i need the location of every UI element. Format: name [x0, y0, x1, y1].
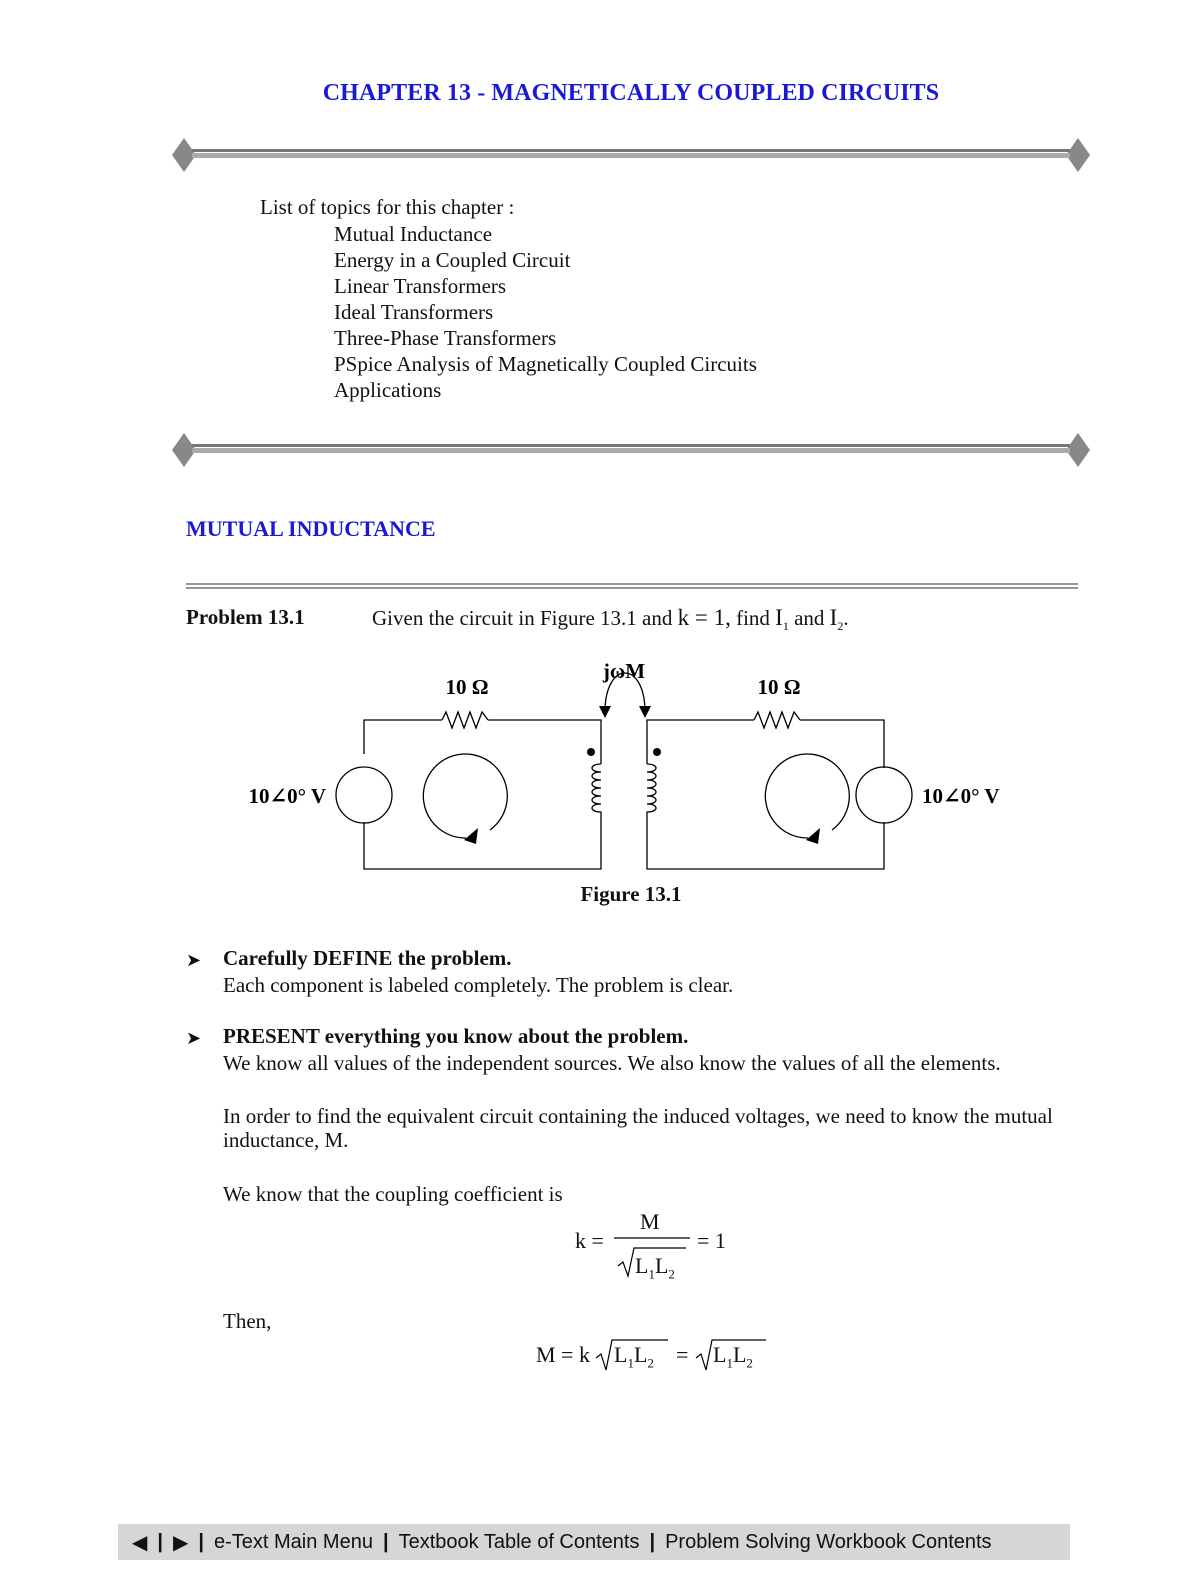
- nav-separator: |: [198, 1530, 204, 1553]
- bottom-divider: [172, 430, 1090, 470]
- circuit-diagram: [220, 650, 1040, 880]
- left-mesh-current: [423, 754, 507, 838]
- topic-item: PSpice Analysis of Magnetically Coupled Circuits: [334, 352, 757, 376]
- bullet-arrow-icon: ➤: [186, 950, 202, 970]
- eq2-equals: =: [676, 1342, 689, 1367]
- eq2-sqrt2: [713, 1342, 753, 1371]
- right-voltage-source: [856, 767, 912, 823]
- nav-separator: |: [157, 1530, 163, 1553]
- nav-separator: |: [382, 1530, 389, 1553]
- eq2-sub3: 1: [726, 1355, 733, 1371]
- eq2-l3: L: [713, 1342, 727, 1367]
- eq1-lhs: k =: [575, 1228, 604, 1253]
- problem-i1-sub: 1: [782, 619, 789, 634]
- left-resistor-label: 10 Ω: [445, 675, 489, 699]
- main-menu-link[interactable]: e-Text Main Menu: [214, 1530, 373, 1553]
- eq1-numerator: M: [640, 1209, 660, 1234]
- eq2-l1: L: [614, 1342, 628, 1367]
- right-source-label: 10∠0° V: [922, 784, 1000, 808]
- step-paragraph: Each component is labeled completely. The problem is clear.: [223, 973, 734, 997]
- eq1-den-sub1: 1: [648, 1266, 655, 1282]
- eq2-l2: L: [633, 1342, 648, 1367]
- topic-item: Energy in a Coupled Circuit: [334, 248, 571, 272]
- next-page-icon[interactable]: ▶: [173, 1531, 189, 1554]
- section-rule: [186, 583, 1078, 589]
- step-heading: PRESENT everything you know about the problem.: [223, 1024, 689, 1048]
- eq1-den-l2: L: [654, 1253, 669, 1278]
- eq2-sub2: 2: [647, 1355, 654, 1371]
- nav-bar: [118, 1524, 1070, 1560]
- problem-statement: [372, 605, 849, 634]
- problem-find: find: [736, 606, 770, 630]
- left-voltage-source: [336, 767, 392, 823]
- section-title: MUTUAL INDUCTANCE: [186, 516, 436, 541]
- topic-item: Three-Phase Transformers: [334, 326, 557, 350]
- left-source-label: 10∠0° V: [248, 784, 326, 808]
- step-paragraph: We know that the coupling coefficient is: [223, 1182, 563, 1206]
- topics-heading: List of topics for this chapter :: [260, 195, 515, 219]
- figure-caption: Figure 13.1: [580, 882, 682, 906]
- problem-i2-sub: 2: [837, 619, 844, 634]
- problem-i1: I: [775, 605, 783, 630]
- topic-item: Applications: [334, 378, 442, 402]
- nav-separator: |: [649, 1530, 656, 1553]
- right-resistor-label: 10 Ω: [757, 675, 801, 699]
- mutual-label: jωM: [602, 659, 646, 683]
- topics-list: [334, 221, 757, 403]
- eq2-sub4: 2: [746, 1355, 753, 1371]
- step-paragraph: In order to find the equivalent circuit containing the induced voltages, we need to know the mutual inductance, M.: [223, 1104, 1053, 1152]
- previous-page-icon[interactable]: ◀: [132, 1531, 148, 1554]
- step-paragraph: We know all values of the independent sources. We also know the values of all the elements.: [223, 1051, 1001, 1075]
- eq2-l4: L: [732, 1342, 747, 1367]
- problem-label: Problem 13.1: [186, 605, 305, 629]
- eq1-den-sub2: 2: [668, 1266, 675, 1282]
- workbook-contents-link[interactable]: Problem Solving Workbook Contents: [665, 1530, 992, 1553]
- eq2-lhs: M = k: [536, 1342, 590, 1367]
- bullet-arrow-icon: ➤: [186, 1028, 202, 1048]
- step-heading: Carefully DEFINE the problem.: [223, 946, 512, 970]
- eq2-sqrt1: [614, 1342, 654, 1371]
- right-polarity-dot: [653, 748, 661, 756]
- then-label: Then,: [223, 1309, 272, 1333]
- chapter-title: CHAPTER 13 - MAGNETICALLY COUPLED CIRCUITS: [322, 80, 940, 106]
- eq1-rhs: = 1: [697, 1228, 726, 1253]
- eq1-den-l1: L: [635, 1253, 649, 1278]
- problem-period: .: [843, 606, 849, 630]
- left-polarity-dot: [587, 748, 595, 756]
- eq2-sub1: 1: [627, 1355, 634, 1371]
- topic-item: Linear Transformers: [334, 274, 507, 298]
- problem-i2: I: [829, 605, 838, 630]
- problem-and: and: [794, 606, 825, 630]
- eq1-denominator: [635, 1253, 675, 1282]
- top-divider: [172, 135, 1090, 175]
- problem-text-prefix: Given the circuit in Figure 13.1 and: [372, 606, 673, 630]
- topic-item: Mutual Inductance: [334, 222, 493, 246]
- problem-k-expr: k = 1,: [677, 605, 731, 630]
- textbook-toc-link[interactable]: Textbook Table of Contents: [398, 1530, 640, 1553]
- right-mesh-current: [765, 754, 849, 838]
- topic-item: Ideal Transformers: [334, 300, 494, 324]
